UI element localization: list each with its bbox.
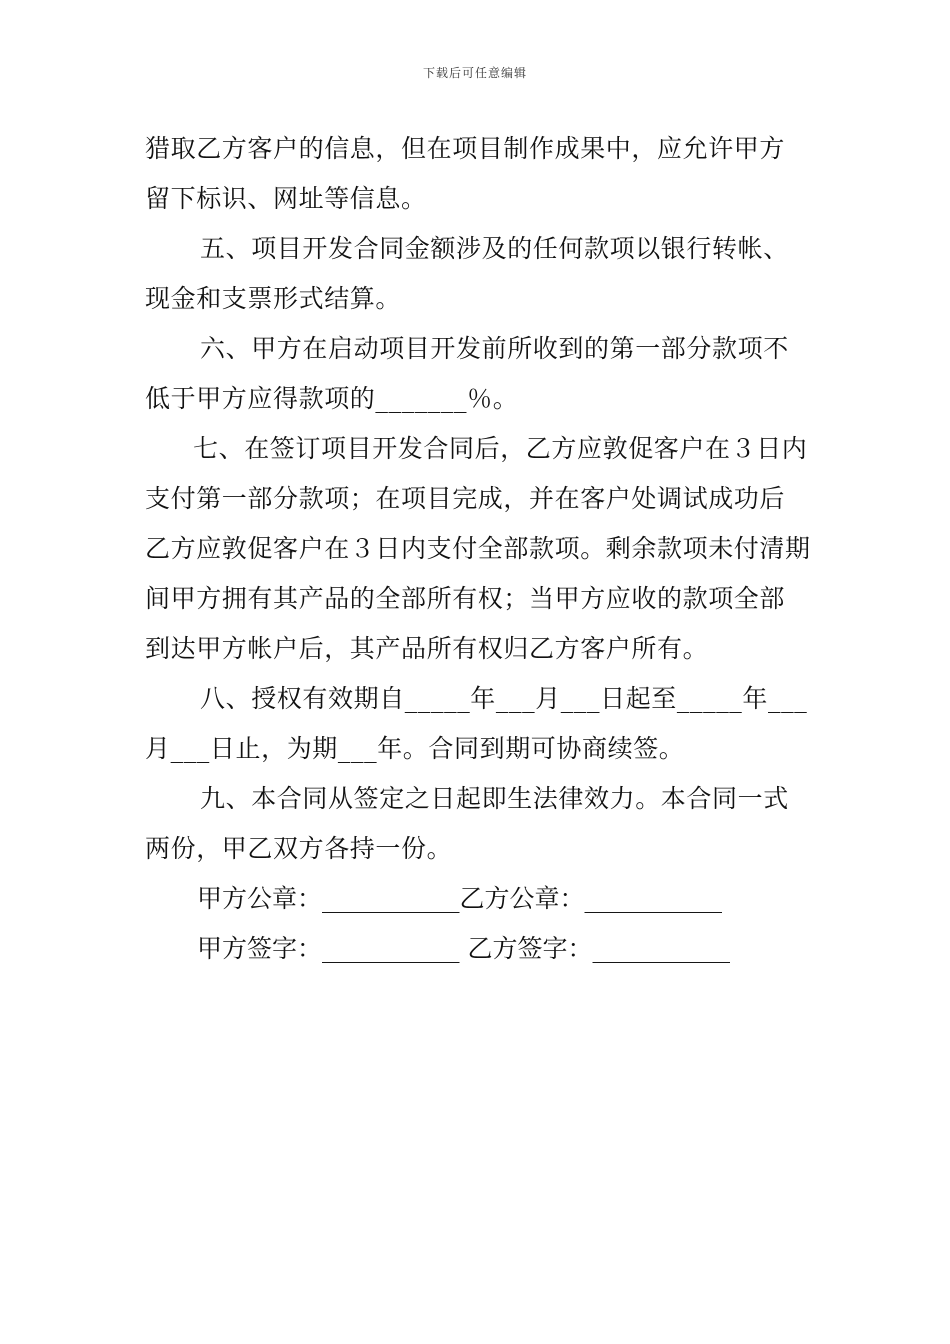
text-line: 八、授权有效期自_____年___月___日起至_____年___ <box>200 684 808 713</box>
signature-line: 甲方签字：___________ 乙方签字：___________ <box>197 934 730 963</box>
text-line: 九、本合同从签定之日起即生法律效力。本合同一式 <box>200 784 789 813</box>
contract-body <box>145 124 810 874</box>
text-line: 现金和支票形式结算。 <box>145 284 402 313</box>
text-line: 支付第一部分款项；在项目完成，并在客户处调试成功后 <box>145 484 786 513</box>
text-line: 五、项目开发合同金额涉及的任何款项以银行转帐、 <box>200 234 789 263</box>
text-line: 六、甲方在启动项目开发前所收到的第一部分款项不 <box>200 334 789 363</box>
clause-8 <box>145 674 810 774</box>
text-line: 两份，甲乙双方各持一份。 <box>145 834 453 863</box>
signature-block <box>197 874 730 974</box>
text-line: 低于甲方应得款项的_______％。 <box>145 384 519 413</box>
text-line: 猎取乙方客户的信息，但在项目制作成果中，应允许甲方 <box>145 134 786 163</box>
clause-7 <box>145 424 810 674</box>
seal-line: 甲方公章：___________乙方公章：___________ <box>197 884 723 913</box>
clause-5 <box>145 224 810 324</box>
clause-6 <box>145 324 810 424</box>
clause-9 <box>145 774 810 874</box>
clause-4-continuation <box>145 124 810 224</box>
text-line: 留下标识、网址等信息。 <box>145 184 427 213</box>
text-line: 七、在签订项目开发合同后，乙方应敦促客户在３日内 <box>193 434 808 463</box>
page-header-note: 下载后可任意编辑 <box>422 66 527 80</box>
text-line: 月___日止，为期___年。合同到期可协商续签。 <box>145 734 685 763</box>
text-line: 乙方应敦促客户在３日内支付全部款项。剩余款项未付清期 <box>145 534 811 563</box>
text-line: 间甲方拥有其产品的全部所有权；当甲方应收的款项全部 <box>145 584 786 613</box>
text-line: 到达甲方帐户后，其产品所有权归乙方客户所有。 <box>145 634 709 663</box>
